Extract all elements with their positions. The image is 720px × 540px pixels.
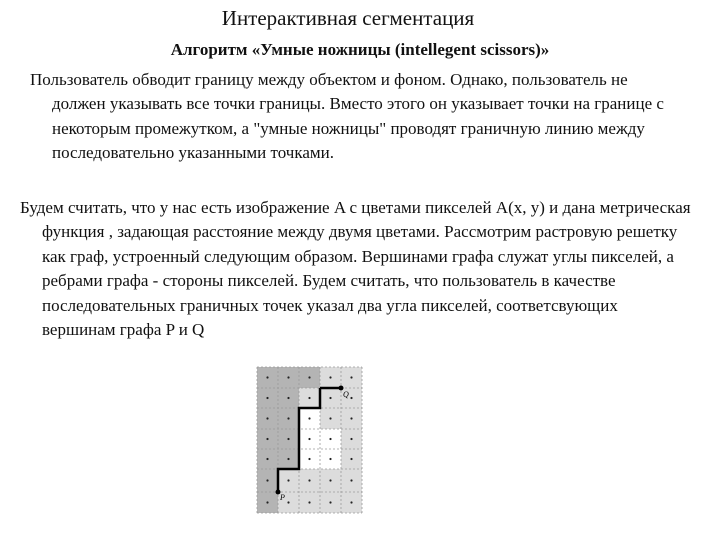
pixel-center-dot	[287, 438, 289, 440]
pixel-center-dot	[350, 479, 352, 481]
pixel-center-dot	[266, 417, 268, 419]
pixel-center-dot	[287, 417, 289, 419]
pixel-center-dot	[329, 417, 331, 419]
paragraph-graph-definition: Будем считать, что у нас есть изображение A с цветами пикселей A(x, y) и дана метрическая функция , задающая расстояние между двумя цветами. Рассмотрим растровую решетку как граф, устроенный следующим образом. Вершинами графа служат углы пикселей, а ребрами графа - стороны пикселей. Будем считать, что пользователь в качестве последовательных граничных точек указал два угла пикселей, соответсвующих вершинам графа P и Q	[20, 198, 691, 340]
pixel-center-dot	[350, 417, 352, 419]
pixel-center-dot	[308, 397, 310, 399]
pixel-center-dot	[308, 376, 310, 378]
pixel-center-dot	[350, 438, 352, 440]
pixel-center-dot	[266, 479, 268, 481]
pixel-center-dot	[350, 376, 352, 378]
point-q-label: Q	[343, 390, 349, 399]
pixel-grid-diagram	[256, 366, 368, 514]
pixel-center-dot	[329, 376, 331, 378]
pixel-center-dot	[308, 479, 310, 481]
pixel-center-dot	[287, 479, 289, 481]
pixel-center-dot	[287, 376, 289, 378]
pixel-center-dot	[329, 479, 331, 481]
pixel-center-dot	[350, 397, 352, 399]
pixel-center-dot	[308, 438, 310, 440]
pixel-center-dot	[266, 458, 268, 460]
pixel-grid-figure	[256, 366, 368, 514]
pixel-center-dot	[329, 501, 331, 503]
pixel-center-dot	[329, 458, 331, 460]
pixel-center-dot	[266, 376, 268, 378]
pixel-center-dot	[287, 458, 289, 460]
pixel-center-dot	[329, 397, 331, 399]
pixel-center-dot	[308, 501, 310, 503]
paragraph-intro: Пользователь обводит границу между объектом и фоном. Однако, пользователь не должен указывать все точки границы. Вместо этого он указывает точки на границе с некоторым промежутком, а "умные ножницы" проводят граничную линию между последовательно указанными точками.	[30, 70, 664, 163]
point-p-label: P	[280, 493, 285, 502]
algorithm-subtitle: Алгоритм «Умные ножницы (intellegent scissors)»	[170, 40, 550, 59]
pixel-center-dot	[350, 501, 352, 503]
pixel-center-dot	[287, 397, 289, 399]
pixel-center-dot	[308, 417, 310, 419]
pixel-center-dot	[308, 458, 310, 460]
pixel-center-dot	[266, 397, 268, 399]
pixel-center-dot	[287, 501, 289, 503]
pixel-center-dot	[329, 438, 331, 440]
pixel-center-dot	[266, 501, 268, 503]
pixel-center-dot	[350, 458, 352, 460]
pixel-center-dot	[266, 438, 268, 440]
slide-title: Интерактивная сегментация	[221, 6, 475, 30]
